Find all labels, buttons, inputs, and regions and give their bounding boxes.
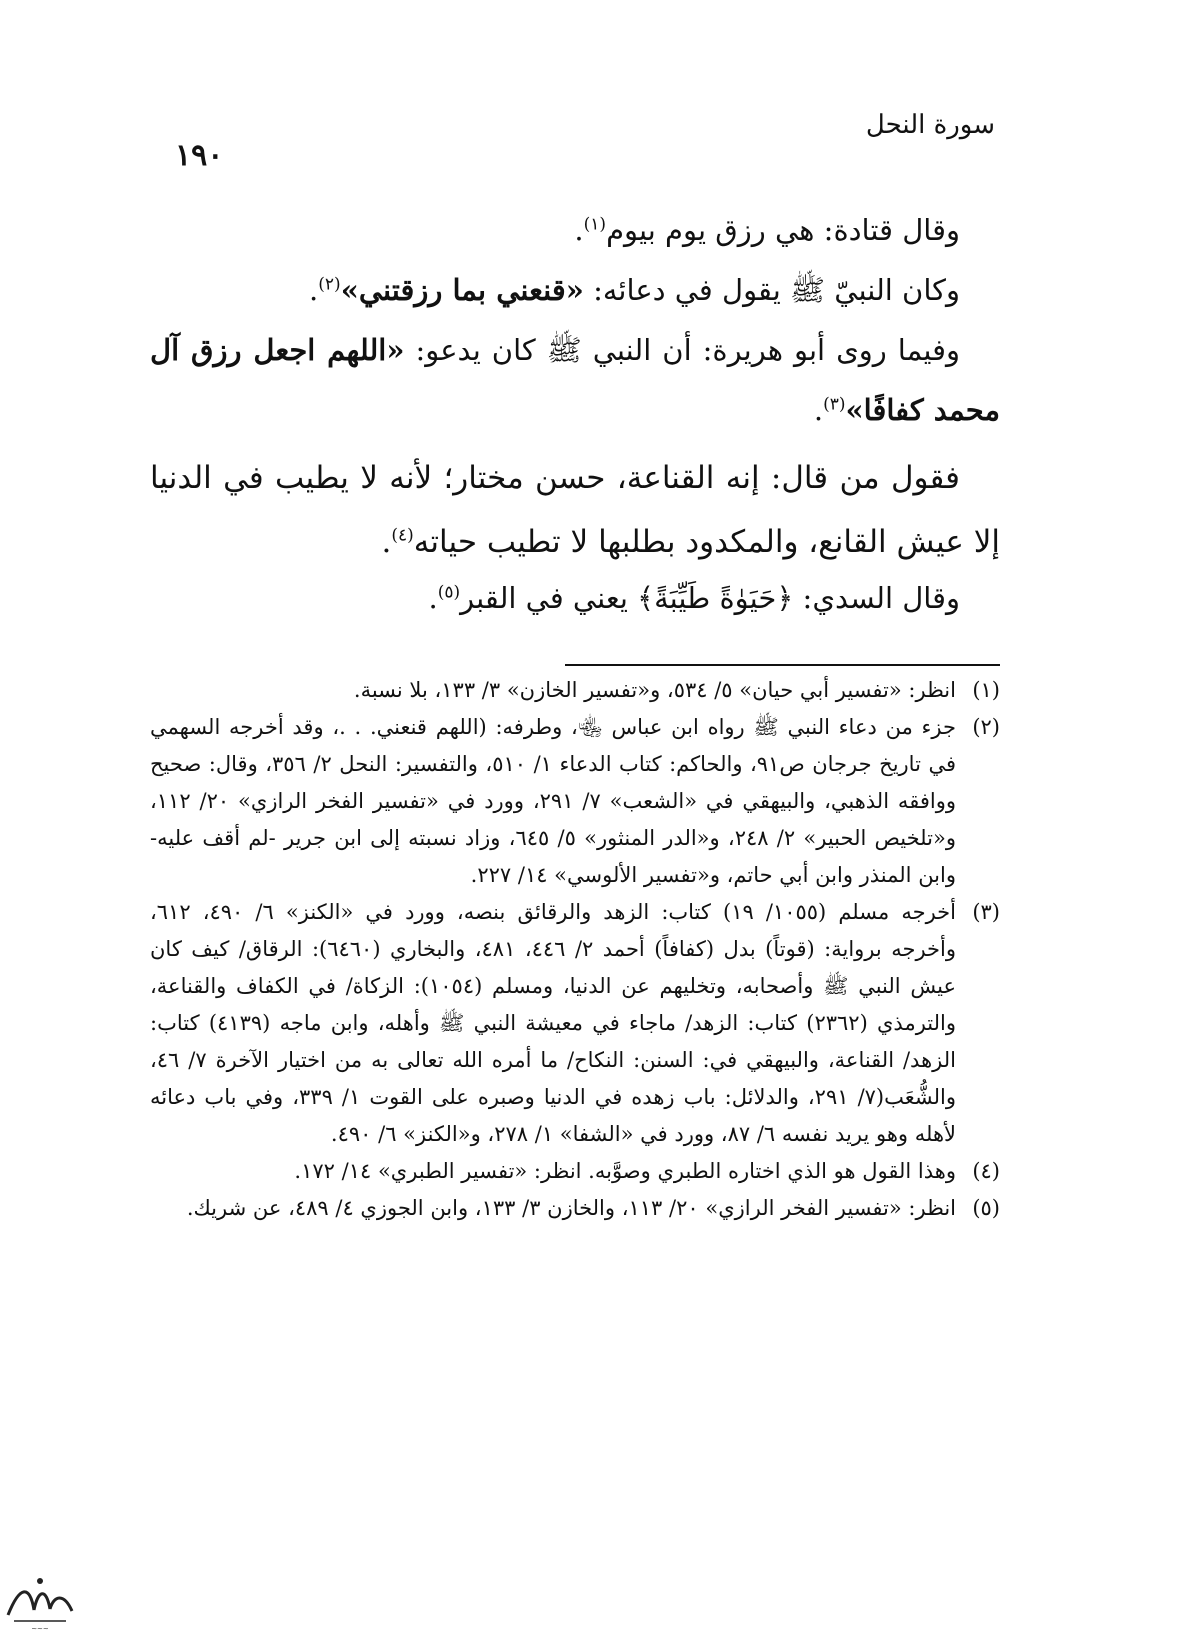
- footnote-ref-3: (٣): [823, 394, 846, 415]
- footnote-number: (٢): [972, 715, 1000, 739]
- footnote-text: أخرجه مسلم (١٠٥٥/ ١٩) كتاب: الزهد والرقائق بنصه، وورد في «الكنز» ٦/ ٤٩٠، ٦١٢، وأخرجه برواية: (قوتاً) بدل (كفافاً) أحمد ٢/ ٤٤٦، ٤٨١، والبخاري (٦٤٦٠): الرقاق/ كيف كان عيش النبي ﷺ وأصحابه، وتخليهم عن الدنيا، ومسلم (١٠٥٤): الزكاة/ في الكفاف والقناعة، والترمذي (٢٣٦٢) كتاب: الزهد/ ماجاء في معيشة النبي ﷺ وأهله، وابن ماجه (٤١٣٩) كتاب: الزهد/ القناعة، والبيهقي في: السنن: النكاح/ ما أمره الله تعالى به من اختيار الآخرة ٧/ ٤٦، والشُّعَب(٧/ ٢٩١، والدلائل: باب زهده في الدنيا وصبره على القوت ١/ ٣٣٩، وفي باب دعائه لأهله وهو يريد نفسه ٦/ ٨٧، وورد في «الشفا» ١/ ٢٧٨، و«الكنز» ٦/ ٤٩٠.: [150, 900, 957, 1146]
- footnote-text: انظر: «تفسير الفخر الرازي» ٢٠/ ١١٣، والخازن ٣/ ١٣٣، وابن الجوزي ٤/ ٤٨٩، عن شريك.: [186, 1196, 956, 1220]
- footnote-number: (٤): [972, 1159, 1000, 1183]
- footnote-text: جزء من دعاء النبي ﷺ رواه ابن عباس ﵄، وطرفه: (اللهم قنعني. . .، وقد أخرجه السهمي في تاريخ جرجان ص٩١، والحاكم: كتاب الدعاء ١/ ٥١٠، والتفسير: النحل ٢/ ٣٥٦، وقال: صحيح ووافقه الذهبي، والبيهقي في «الشعب» ٧/ ٢٩١، وورد في «تفسير الفخر الرازي» ٢٠/ ١١٢، و«تلخيص الحبير» ٢/ ٢٤٨، و«الدر المنثور» ٥/ ٦٤٥، وزاد نسبته إلى ابن جرير -لم أقف عليه- وابن المنذر وابن أبي حاتم، و«تفسير الألوسي» ١٤/ ٢٢٧.: [150, 715, 956, 887]
- footnote-ref-1: (١): [583, 214, 607, 235]
- footnote-ref-2: (٢): [318, 274, 341, 295]
- footnote-number: (١): [972, 678, 1000, 702]
- footnote-separator: [565, 664, 1000, 666]
- footnote: [150, 1153, 1000, 1190]
- paragraph-prophet-dua: وكان النبيّ ﷺ يقول في دعائه: «قنعني بما رزقتني»$^{(٢)}$.: [309, 273, 960, 307]
- footnote-ref-4: (٤): [391, 525, 414, 546]
- footnote-text: وهذا القول هو الذي اختاره الطبري وصوَّبه. انظر: «تفسير الطبري» ١٤/ ١٧٢.: [294, 1159, 956, 1183]
- running-title: سورة النحل: [865, 110, 995, 140]
- footnote: [150, 894, 1000, 1153]
- footnote: [150, 709, 1000, 894]
- svg-text:~~~: ~~~: [31, 1625, 49, 1633]
- page-header: [150, 110, 995, 173]
- hadith-quote: «قنعني بما رزقتني»: [340, 273, 584, 307]
- footnote-text: انظر: «تفسير أبي حيان» ٥/ ٥٣٤، و«تفسير الخازن» ٣/ ١٣٣، بلا نسبة.: [353, 678, 956, 702]
- paragraph-qanaah: فقول من قال: إنه القناعة، حسن مختار؛ لأنه لا يطيب في الدنيا إلا عيش القانع، والمكدود بطلبها لا تطيب حياته$^{(٤)}$.: [150, 460, 1000, 560]
- footnote-number: (٥): [972, 1196, 1000, 1220]
- main-text: [150, 200, 1000, 622]
- footnote-number: (٣): [972, 900, 1000, 924]
- quran-verse: ﴿حَيَوٰةً طَيِّبَةً﴾: [637, 581, 794, 615]
- paragraph-qatada: وقال قتادة: هي رزق يوم بيوم$^{(١)}$.: [574, 213, 960, 247]
- footnote: [150, 1190, 1000, 1227]
- paragraph-abu-hurairah: وفيما روى أبو هريرة: أن النبي ﷺ كان يدعو: «اللهم اجعل رزق آل محمد كفافًا»$^{(٣)}$.: [150, 333, 1000, 427]
- footnote: [150, 672, 1000, 709]
- footnotes: [150, 672, 1000, 1227]
- library-stamp-logo: [0, 1565, 80, 1635]
- paragraph-suddi: وقال السدي: ﴿حَيَوٰةً طَيِّبَةً﴾ يعني في القبر$^{(٥)}$.: [428, 581, 960, 615]
- page-number: ١٩٠: [175, 138, 224, 173]
- footnote-ref-5: (٥): [437, 582, 461, 603]
- hadith-quote: «اللهم اجعل رزق آل محمد كفافًا»: [150, 333, 1000, 427]
